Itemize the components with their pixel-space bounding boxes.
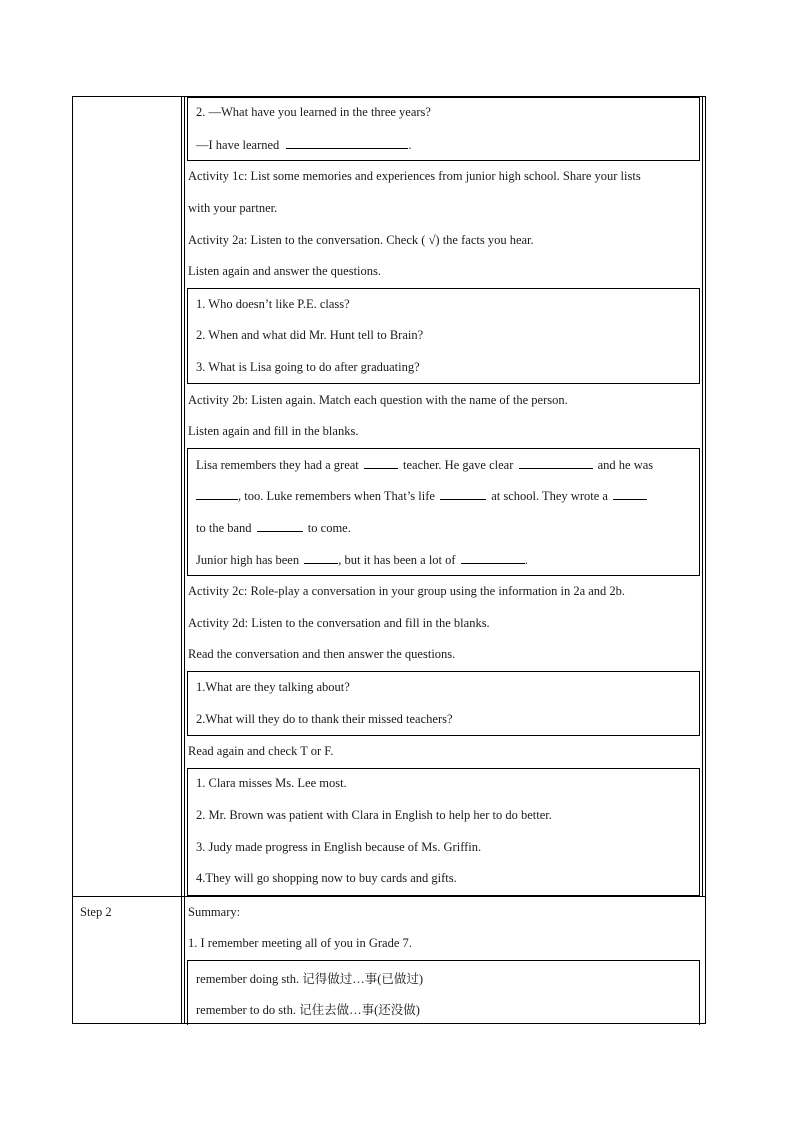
fill-text: . <box>524 553 528 567</box>
answer-prefix: —I have learned <box>196 138 280 152</box>
read-question-2: 2.What will they do to thank their missed teachers? <box>196 712 453 726</box>
right-inner-border <box>702 96 703 896</box>
fill-text: at school. They wrote a <box>491 489 608 503</box>
grammar-remember-doing: remember doing sth. 记得做过…事(已做过) <box>196 972 424 986</box>
fill-line-2 <box>196 488 647 504</box>
summary-heading: Summary: <box>188 905 241 919</box>
fill-blank[interactable] <box>519 457 593 469</box>
fill-blank[interactable] <box>461 552 525 564</box>
fill-text: to come. <box>307 521 351 535</box>
tf-item-1: 1. Clara misses Ms. Lee most. <box>196 776 347 790</box>
row-divider <box>72 896 706 897</box>
listen-again-fill: Listen again and fill in the blanks. <box>188 424 359 438</box>
tf-item-2: 2. Mr. Brown was patient with Clara in English to help her to do better. <box>196 808 552 822</box>
activity-1c-line2: with your partner. <box>188 201 278 215</box>
question-learned: 2. —What have you learned in the three years? <box>196 105 431 119</box>
activity-1c-line1: Activity 1c: List some memories and experiences from junior high school. Share your lists <box>188 169 641 183</box>
answer-suffix: . <box>408 138 412 152</box>
fill-line-1 <box>196 457 653 473</box>
grammar-remember-to-do: remember to do sth. 记住去做…事(还没做) <box>196 1003 420 1017</box>
fill-text: teacher. He gave clear <box>403 458 514 472</box>
step-label: Step 2 <box>80 905 112 919</box>
fill-blank[interactable] <box>364 457 398 469</box>
fill-text: , but it has been a lot of <box>338 553 456 567</box>
fill-line-4 <box>196 552 528 568</box>
fill-text: to the band <box>196 521 252 535</box>
column-divider <box>181 96 182 1024</box>
fill-line-3 <box>196 520 351 536</box>
summary-point-1: 1. I remember meeting all of you in Grade 7. <box>188 936 412 950</box>
fill-text: , too. Luke remembers when That’s life <box>238 489 435 503</box>
activity-2c: Activity 2c: Role-play a conversation in your group using the information in 2a and 2b. <box>188 584 626 598</box>
activity-2a: Activity 2a: Listen to the conversation. Check ( √) the facts you hear. <box>188 233 534 247</box>
fill-blank[interactable] <box>196 488 238 500</box>
tf-item-3: 3. Judy made progress in English because of Ms. Griffin. <box>196 840 482 854</box>
activity-2b: Activity 2b: Listen again. Match each question with the name of the person. <box>188 393 568 407</box>
listen-again-answer: Listen again and answer the questions. <box>188 264 382 278</box>
answer-learned-line <box>196 137 412 153</box>
fill-blank[interactable] <box>257 520 303 532</box>
answer-blank[interactable] <box>286 137 408 149</box>
tf-item-4: 4.They will go shopping now to buy cards and gifts. <box>196 871 457 885</box>
listening-question-1: 1. Who doesn’t like P.E. class? <box>196 297 350 311</box>
fill-blank[interactable] <box>304 552 338 564</box>
fill-blank[interactable] <box>440 488 486 500</box>
activity-2d: Activity 2d: Listen to the conversation and fill in the blanks. <box>188 616 490 630</box>
fill-text: Junior high has been <box>196 553 300 567</box>
column-divider-inner <box>184 96 185 1024</box>
listening-question-3: 3. What is Lisa going to do after graduating? <box>196 360 420 374</box>
read-again-check: Read again and check T or F. <box>188 744 334 758</box>
listening-question-2: 2. When and what did Mr. Hunt tell to Brain? <box>196 328 424 342</box>
fill-text: and he was <box>597 458 654 472</box>
read-conversation: Read the conversation and then answer the questions. <box>188 647 456 661</box>
fill-text: Lisa remembers they had a great <box>196 458 359 472</box>
fill-blank[interactable] <box>613 488 647 500</box>
read-question-1: 1.What are they talking about? <box>196 680 350 694</box>
